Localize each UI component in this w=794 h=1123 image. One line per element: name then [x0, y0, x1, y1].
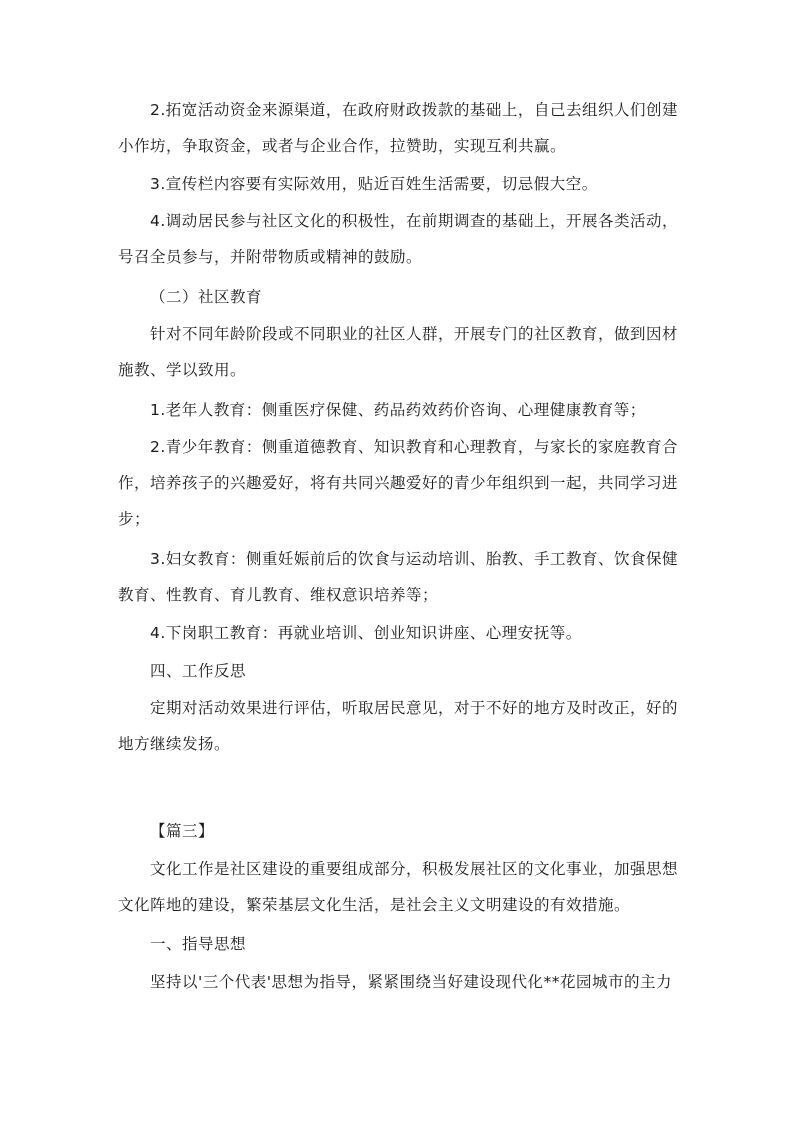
paragraph-education-intro: 针对不同年龄阶段或不同职业的社区人群，开展专门的社区教育，做到因材施教、学以致用。: [118, 325, 679, 379]
paragraph-bulletin: 3.宣传栏内容要有实际效用，贴近百姓生活需要，切忌假大空。: [150, 175, 598, 193]
paragraph-women-education: 3.妇女教育：侧重妊娠前后的饮食与运动培训、胎教、手工教育、饮食保健教育、性教育、育儿教育、维权意识培养等；: [118, 550, 678, 604]
paragraph-funding: 2.拓宽活动资金来源渠道，在政府财政拨款的基础上，自己去组织人们创建小作坊，争取资金，或者与企业合作，拉赞助，实现互利共赢。: [118, 101, 678, 155]
section-heading-part-three: 【篇三】: [150, 822, 215, 840]
paragraph-worker-education: 4.下岗职工教育：再就业培训、创业知识讲座、心理安抚等。: [150, 624, 582, 642]
paragraph-culture-intro: 文化工作是社区建设的重要组成部分，积极发展社区的文化事业，加强思想文化阵地的建设，繁荣基层文化生活，是社会主义文明建设的有效措施。: [118, 860, 679, 914]
paragraph-elderly-education: 1.老年人教育：侧重医疗保健、药品药效药价咨询、心理健康教育等；: [150, 401, 646, 419]
paragraph-youth-education: 2.青少年教育：侧重道德教育、知识教育和心理教育，与家长的家庭教育合作，培养孩子的兴趣爱好，将有共同兴趣爱好的青少年组织到一起，共同学习进步；: [118, 438, 679, 528]
paragraph-guiding-thought: 坚持以'三个代表'思想为指导，紧紧围绕当好建设现代化**花园城市的主力: [150, 973, 673, 991]
paragraph-reflection: 定期对活动效果进行评估，听取居民意见，对于不好的地方及时改正，好的地方继续发扬。: [118, 699, 679, 753]
section-heading-reflection: 四、工作反思: [150, 662, 247, 680]
section-heading-guiding-thought: 一、指导思想: [150, 935, 247, 953]
paragraph-participation: 4.调动居民参与社区文化的积极性，在前期调查的基础上，开展各类活动，号召全员参与，并附带物质或精神的鼓励。: [118, 212, 678, 266]
section-heading-community-education: （二）社区教育: [150, 288, 263, 306]
